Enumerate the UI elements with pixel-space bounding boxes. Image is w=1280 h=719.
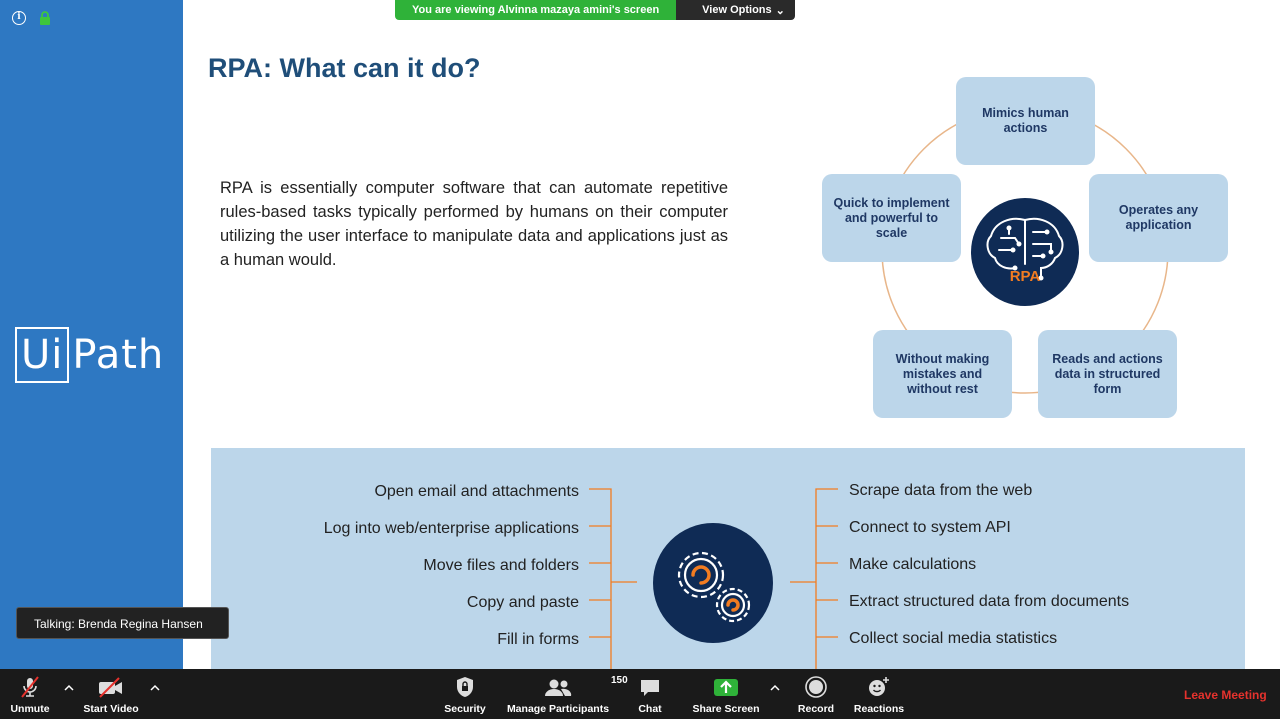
task-left-5: Fill in forms [497,631,579,648]
leave-meeting-button[interactable]: Leave Meeting [1184,688,1267,702]
share-screen-label: Share Screen [692,703,760,715]
logo-boxed-part: Ui [15,327,69,383]
smiley-plus-icon [867,675,891,699]
audio-options-caret-icon[interactable] [64,683,74,693]
rpa-label: RPA [1009,268,1041,285]
task-right-1: Scrape data from the web [849,482,1033,499]
task-left-3: Move files and folders [423,557,579,574]
task-right-5: Collect social media statistics [849,630,1058,647]
start-video-label: Start Video [83,703,139,715]
reactions-button[interactable] [852,669,906,719]
chevron-down-icon: ⌄ [775,5,785,17]
shield-icon [454,675,476,699]
unmute-button[interactable] [6,669,54,719]
security-label: Security [444,703,486,715]
task-left-1: Open email and attachments [374,483,579,500]
gears-hub [653,523,773,643]
task-right-2: Connect to system API [849,519,1011,536]
view-options-label: View Options [702,4,772,16]
cycle-node-operates: Operates any application [1089,174,1228,262]
cycle-node-quick: Quick to implement and powerful to scale [822,174,961,262]
cycle-node-reads: Reads and actions data in structured form [1038,330,1177,418]
participants-icon [543,675,573,699]
cycle-node-mimics: Mimics human actions [956,77,1095,165]
view-options-button[interactable] [676,0,795,20]
slide-title: RPA: What can it do? [208,53,481,83]
record-button[interactable] [796,669,836,719]
task-left-4: Copy and paste [466,594,579,611]
participant-count: 150 [611,675,628,686]
share-screen-button[interactable] [693,669,759,719]
slide-body-text: RPA is essentially computer software that can automate repetitive rules-based tasks typically performed by humans on their computer utilizing the user interface to manipulate data and applications just as a human would. [220,179,728,269]
unmute-label: Unmute [10,703,50,715]
security-button[interactable] [443,669,487,719]
manage-participants-label: Manage Participants [506,703,610,715]
muted-microphone-icon [18,675,42,699]
record-icon [804,675,828,699]
logo-text-part: Path [72,332,165,378]
task-right-4: Extract structured data from documents [849,593,1130,610]
cycle-node-no-mistakes: Without making mistakes and without rest [873,330,1012,418]
video-off-icon [97,675,125,699]
info-icon[interactable]: i [12,11,26,25]
share-options-caret-icon[interactable] [770,683,780,693]
record-label: Record [797,703,835,715]
share-screen-icon [713,677,739,699]
chat-button[interactable] [630,669,670,719]
gears-icon [653,523,773,643]
meeting-toolbar [0,669,1280,719]
manage-participants-button[interactable] [506,669,628,719]
start-video-button[interactable] [82,669,140,719]
share-banner [395,0,795,20]
task-right-3: Make calculations [849,556,977,573]
chat-label: Chat [638,703,662,715]
talking-indicator: Talking: Brenda Regina Hansen [16,607,229,639]
task-left-2: Log into web/enterprise applications [323,520,579,537]
video-options-caret-icon[interactable] [150,683,160,693]
viewing-screen-text: You are viewing Alvinna mazaya amini's screen [395,0,676,20]
reactions-label: Reactions [853,703,905,715]
chat-bubble-icon [638,675,662,699]
